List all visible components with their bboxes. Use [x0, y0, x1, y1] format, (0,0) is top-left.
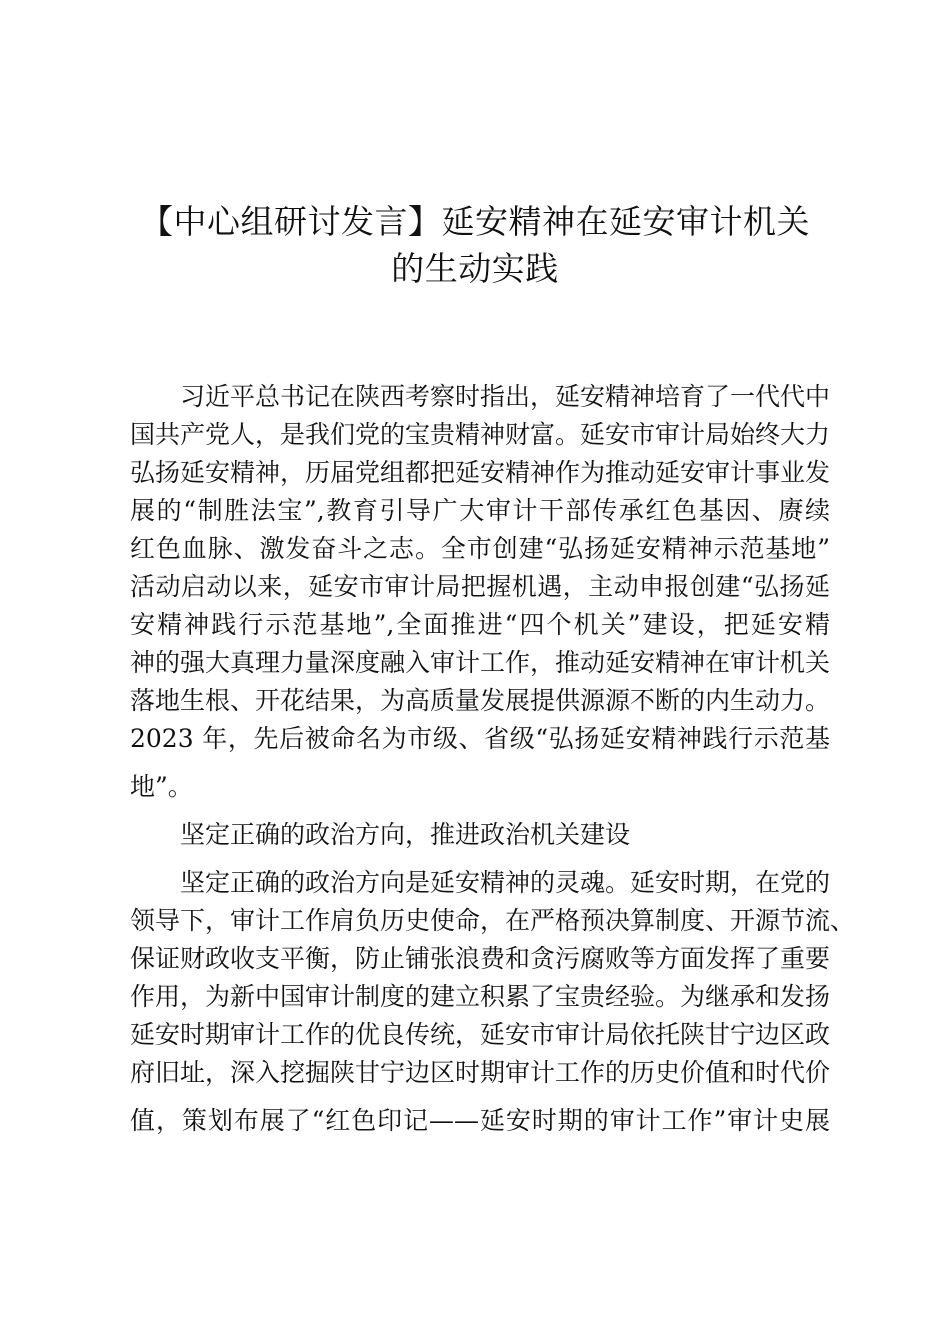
paragraph-line: 值，策划布展了“红色印记——延安时期的审计工作”审计史展	[130, 1106, 830, 1135]
paragraph-line: 延安时期审计工作的优良传统，延安市审计局依托陕甘宁边区政	[130, 1020, 831, 1049]
paragraph-line: 习近平总书记在陕西考察时指出，延安精神培育了一代代中	[180, 382, 831, 411]
paragraph-line: 领导下，审计工作肩负历史使命，在严格预决算制度、开源节流、	[130, 906, 856, 935]
paragraph-line: 国共产党人，是我们党的宝贵精神财富。延安市审计局始终大力	[130, 420, 831, 449]
title-line-1: 【中心组研讨发言】延安精神在延安审计机关	[140, 202, 810, 241]
paragraph-line: 坚定正确的政治方向是延安精神的灵魂。延安时期，在党的	[180, 868, 831, 897]
title-line-2: 的生动实践	[391, 249, 559, 288]
paragraph-1	[130, 378, 830, 806]
paragraph-line: 红色血脉、激发奋斗之志。全市创建“弘扬延安精神示范基地”	[130, 534, 830, 563]
paragraph-line: 保证财政收支平衡，防止铺张浪费和贪污腐败等方面发挥了重要	[130, 944, 831, 973]
paragraph-line: 府旧址，深入挖掘陕甘宁边区时期审计工作的历史价值和时代价	[130, 1058, 831, 1087]
paragraph-line: 2023 年，先后被命名为市级、省级“弘扬延安精神践行示范基	[130, 724, 830, 753]
paragraph-line: 安精神践行示范基地”,全面推进“四个机关”建设，把延安精	[130, 610, 830, 639]
paragraph-line: 神的强大真理力量深度融入审计工作，推动延安精神在审计机关	[130, 648, 831, 677]
paragraph-2	[130, 864, 856, 1140]
document-title	[100, 198, 850, 292]
paragraph-line: 地”。	[130, 772, 193, 801]
section-heading: 坚定正确的政治方向，推进政治机关建设	[180, 820, 631, 849]
document-body	[130, 378, 856, 1140]
paragraph-line: 弘扬延安精神，历届党组都把延安精神作为推动延安审计事业发	[130, 458, 831, 487]
paragraph-line: 落地生根、开花结果，为高质量发展提供源源不断的内生动力。	[130, 686, 831, 715]
paragraph-line: 作用，为新中国审计制度的建立积累了宝贵经验。为继承和发扬	[130, 982, 831, 1011]
paragraph-line: 展的“制胜法宝”,教育引导广大审计干部传承红色基因、赓续	[130, 496, 830, 525]
paragraph-line: 活动启动以来，延安市审计局把握机遇，主动申报创建“弘扬延	[130, 572, 830, 601]
